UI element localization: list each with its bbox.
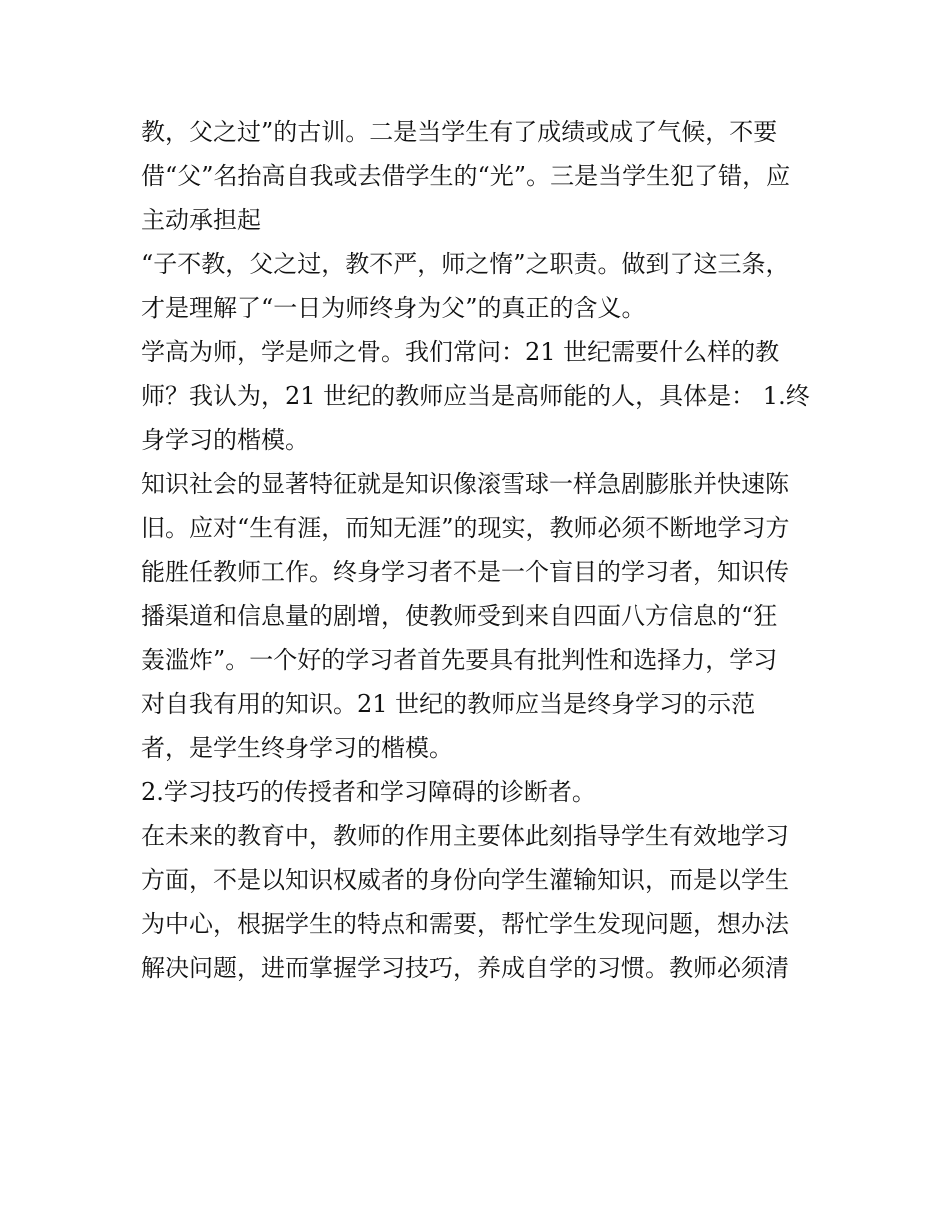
text-line: 借“父”名抬高自我或去借学生的“光”。三是当学生犯了错，应 xyxy=(141,162,791,190)
text-line: 身学习的楷模。 xyxy=(141,426,309,454)
text-line: 解决问题，进而掌握学习技巧，养成自学的习惯。教师必须清 xyxy=(141,954,789,982)
text-line: 主动承担起 xyxy=(141,206,261,234)
text-line: 能胜任教师工作。终身学习者不是一个盲目的学习者，知识传 xyxy=(141,558,789,586)
text-line: 播渠道和信息量的剧增，使教师受到来自四面八方信息的“狂 xyxy=(141,602,778,630)
text-line: 者，是学生终身学习的楷模。 xyxy=(141,734,453,762)
text-line: “子不教，父之过，教不严，师之惰”之职责。做到了这三条， xyxy=(141,250,790,278)
text-line: 方面，不是以知识权威者的身份向学生灌输知识，而是以学生 xyxy=(141,866,789,894)
text-line: 为中心，根据学生的特点和需要，帮忙学生发现问题，想办法 xyxy=(141,910,789,938)
text-line: 知识社会的显著特征就是知识像滚雪球一样急剧膨胀并快速陈 xyxy=(141,470,789,498)
document-page xyxy=(141,110,821,990)
text-line: 教，父之过”的古训。二是当学生有了成绩或成了气候，不要 xyxy=(141,118,778,146)
text-line: 才是理解了“一日为师终身为父”的真正的含义。 xyxy=(141,294,646,322)
text-line: 学高为师，学是师之骨。我们常问：21 世纪需要什么样的教 xyxy=(141,338,780,366)
text-line: 轰滥炸”。一个好的学习者首先要具有批判性和选择力，学习 xyxy=(141,646,778,674)
text-line: 2.学习技巧的传授者和学习障碍的诊断者。 xyxy=(141,778,596,806)
text-line: 在未来的教育中，教师的作用主要体此刻指导学生有效地学习 xyxy=(141,822,789,850)
text-line: 旧。应对“生有涯，而知无涯”的现实，教师必须不断地学习方 xyxy=(141,514,790,542)
text-line: 师？我认为，21 世纪的教师应当是高师能的人，具体是： 1.终 xyxy=(141,382,810,410)
text-line: 对自我有用的知识。21 世纪的教师应当是终身学习的示范 xyxy=(141,690,756,718)
